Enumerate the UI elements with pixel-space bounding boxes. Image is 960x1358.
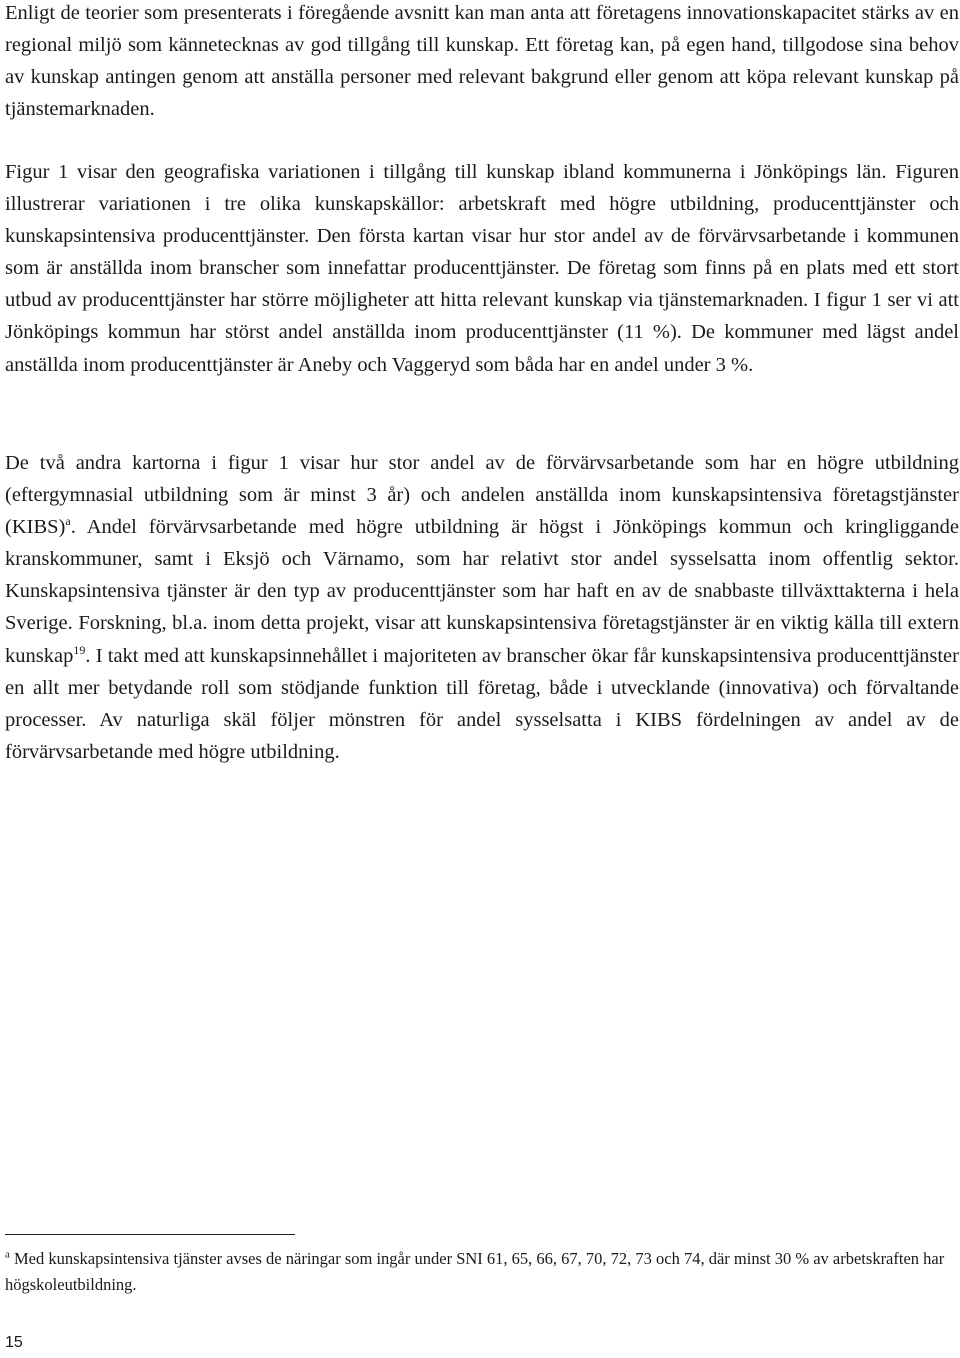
paragraph-3 [5,447,959,768]
footnote-text: Med kunskapsintensiva tjänster avses de näringar som ingår under SNI 61, 65, 66, 67, 70, 72, 73 och 74, där minst 30 % av arbetskraften har högskoleutbildning. [5,1249,945,1294]
footnote-separator [5,1234,295,1235]
footnote-marker: a [5,1248,10,1261]
paragraph-1: Enligt de teorier som presenterats i föregående avsnitt kan man anta att företagens innovationskapacitet stärks av en regional miljö som kännetecknas av god tillgång till kunskap. Ett företag kan, på egen hand, tillgodose sina behov av kunskap antingen genom att anställa personer med relevant bakgrund eller genom att köpa relevant kunskap på tjänstemarknaden. [5,2,959,121]
page-number: 15 [5,1334,23,1351]
paragraph-2: Figur 1 visar den geografiska variationen i tillgång till kunskap ibland kommunerna i Jönköpings län. Figuren illustrerar variationen i tre olika kunskapskällor: arbetskraft med högre utbildning, producenttjänster och kunskapsintensiva producenttjänster. Den första kartan visar hur stor andel av de förvärvsarbetande i kommunen som är anställda inom branscher som innefattar producenttjänster. De företag som finns på en plats med ett stort utbud av producenttjänster har större möjligheter att hitta relevant kunskap via tjänstemarknaden. I figur 1 ser vi att Jönköpings kommun har störst andel anställda inom producenttjänster (11 %). De kommuner med lägst andel anställda inom producenttjänster är Aneby och Vaggeryd som båda har en andel under 3 %. [5,161,959,376]
footnote-reference-19: 19 [73,642,86,657]
paragraph-3-text-a: De två andra kartorna i figur 1 visar hur stor andel av de förvärvsarbetande som har en högre utbildning (eftergymnasial utbildning som är minst 3 år) och andelen anställda inom kunskapsintensiva företagstjänster (KIBS) [5,452,959,539]
paragraph-3-text-c: . I takt med att kunskapsinnehållet i majoriteten av branscher ökar får kunskapsintensiva producenttjänster en allt mer betydande roll som stödjande funktion till företag, både i utvecklande (innovativa) och förvaltande processer. Av naturliga skäl följer mönstren för andel sysselsatta i KIBS fördelningen av andel av de förvärvsarbetande med högre utbildning. [5,644,959,763]
footnote [5,1246,955,1298]
paragraph-3-text-b: . Andel förvärvsarbetande med högre utbildning är högst i Jönköpings kommun och kringliggande kranskommuner, samt i Eksjö och Värnamo, som har relativt stor andel sysselsatta inom offentlig sektor. Kunskapsintensiva tjänster är den typ av producenttjänster som har haft en av de snabbaste tillväxttakterna i hela Sverige. Forskning, bl.a. inom detta projekt, visar att kunskapsintensiva företagstjänster är en viktig källa till extern kunskap [5,516,959,667]
footnote-reference-a: a [65,514,71,529]
